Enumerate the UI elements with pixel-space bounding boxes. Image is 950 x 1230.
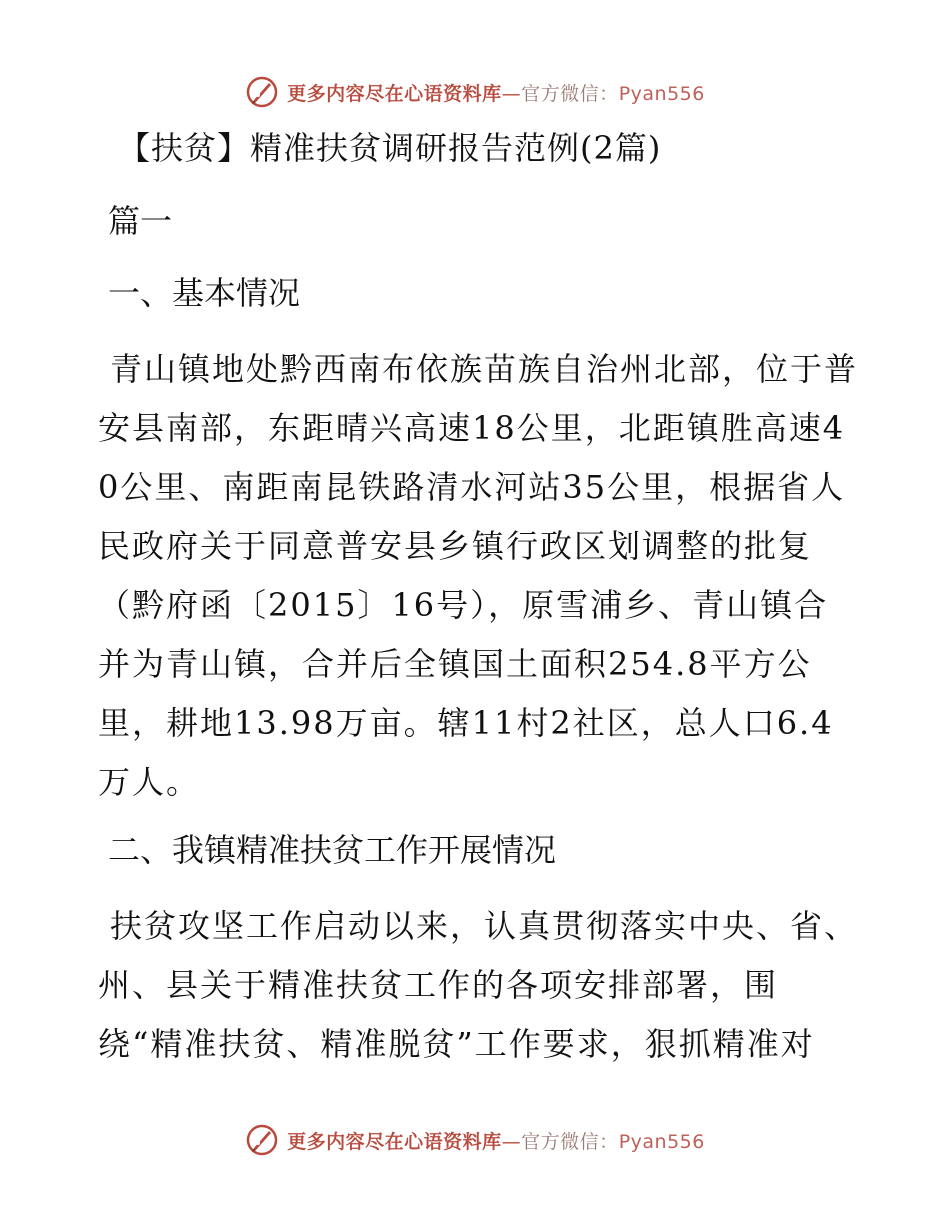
watermark-brand: 更多内容尽在心语资料库 [287,1130,502,1153]
watermark-separator: ： [599,1130,619,1153]
watermark-account: Pyan556 [618,82,705,105]
heading-poverty-work: 二、我镇精准扶贫工作开展情况 [108,831,557,869]
quill-logo-icon [245,1123,279,1157]
watermark-label: 官方微信 [521,1130,600,1153]
paragraph-poverty-work: 扶贫攻坚工作启动以来，认真贯彻落实中央、省、州、县关于精准扶贫工作的各项安排部署，围绕“精准扶贫、精准脱贫”工作要求，狠抓精准对 [98,907,859,1063]
watermark-separator: ： [599,82,619,105]
watermark-dash: — [501,82,522,105]
document-title: 【扶贫】精准扶贫调研报告范例(2篇) [118,129,662,167]
paragraph-basic-situation: 青山镇地处黔西南布依族苗族自治州北部，位于普安县南部，东距晴兴高速18公里，北距镇胜高速40公里、南距南昆铁路清水河站35公里，根据省人民政府关于同意普安县乡镇行政区划调整的批复（黔府函〔2015〕16号），原雪浦乡、青山镇合并为青山镇，合并后全镇国土面积254.8平方公里，耕地13.98万亩。辖11村2社区，总人口6.4万人。 [98,350,859,801]
watermark-account: Pyan556 [618,1130,705,1153]
watermark-text [287,79,705,106]
watermark-label: 官方微信 [521,82,600,105]
heading-basic-situation: 一、基本情况 [108,274,301,312]
watermark-footer [0,1120,950,1160]
watermark-dash: — [501,1130,522,1153]
watermark-brand: 更多内容尽在心语资料库 [287,82,502,105]
watermark-header [0,72,950,112]
watermark-text [287,1127,705,1154]
quill-logo-icon [245,75,279,109]
section-label: 篇一 [108,202,173,240]
